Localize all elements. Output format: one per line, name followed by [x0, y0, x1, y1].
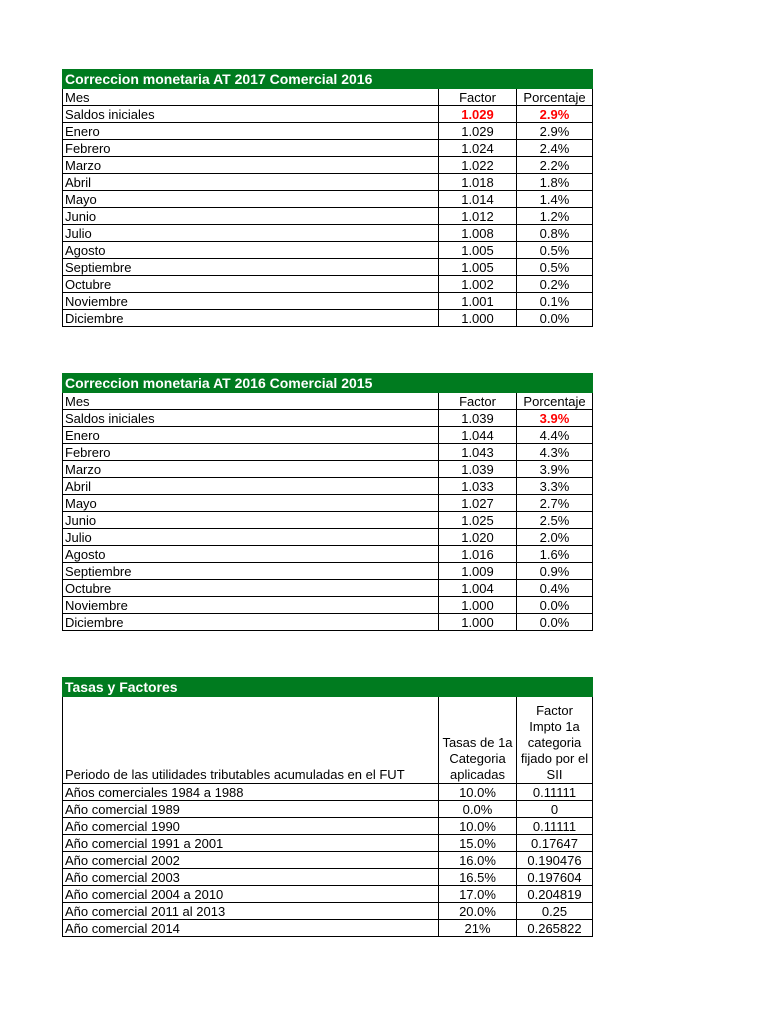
row-label: Abril: [63, 174, 439, 191]
row-factor: 1.018: [439, 174, 517, 191]
row-porcentaje: 0.0%: [517, 310, 593, 327]
table-row: [63, 174, 593, 191]
table-title-row: [63, 678, 593, 697]
row-factor: 1.001: [439, 293, 517, 310]
row-tasa: 0.0%: [439, 801, 517, 818]
row-porcentaje: 0.0%: [517, 597, 593, 614]
table-title-row: [63, 374, 593, 393]
row-porcentaje: 2.5%: [517, 512, 593, 529]
table-row: [63, 920, 593, 937]
row-tasa: 16.5%: [439, 869, 517, 886]
row-label: Año comercial 2014: [63, 920, 439, 937]
table-row: [63, 191, 593, 208]
row-porcentaje: 0.1%: [517, 293, 593, 310]
table-row: [63, 495, 593, 512]
table-row: [63, 563, 593, 580]
row-porcentaje: 0.0%: [517, 614, 593, 631]
row-porcentaje: 0.8%: [517, 225, 593, 242]
row-factor: 1.016: [439, 546, 517, 563]
row-label: Julio: [63, 225, 439, 242]
row-tasa: 10.0%: [439, 784, 517, 801]
row-porcentaje: 2.9%: [517, 123, 593, 140]
row-porcentaje: 0.2%: [517, 276, 593, 293]
table-row: [63, 106, 593, 123]
table-row: [63, 310, 593, 327]
row-label: Saldos iniciales: [63, 410, 439, 427]
row-porcentaje: 0.5%: [517, 242, 593, 259]
row-factor: 1.000: [439, 614, 517, 631]
row-label: Febrero: [63, 444, 439, 461]
header-tasas: Tasas de 1a Categoria aplicadas: [439, 697, 517, 784]
row-label: Octubre: [63, 580, 439, 597]
row-factor: 0.265822: [517, 920, 593, 937]
row-label: Noviembre: [63, 597, 439, 614]
row-porcentaje: 2.2%: [517, 157, 593, 174]
table-row: [63, 597, 593, 614]
row-porcentaje: 4.3%: [517, 444, 593, 461]
header-porcentaje: Porcentaje: [517, 89, 593, 106]
row-factor: 1.043: [439, 444, 517, 461]
row-porcentaje: 1.2%: [517, 208, 593, 225]
row-label: Enero: [63, 427, 439, 444]
row-tasa: 17.0%: [439, 886, 517, 903]
table-row: [63, 293, 593, 310]
row-label: Diciembre: [63, 614, 439, 631]
row-porcentaje: 1.4%: [517, 191, 593, 208]
row-porcentaje: 3.9%: [517, 410, 593, 427]
row-tasa: 16.0%: [439, 852, 517, 869]
header-factor-impto: Factor Impto 1a categoria fijado por el SII: [517, 697, 593, 784]
table-row: [63, 886, 593, 903]
row-tasa: 21%: [439, 920, 517, 937]
header-mes: Mes: [63, 393, 439, 410]
table-row: [63, 529, 593, 546]
row-label: Año comercial 1989: [63, 801, 439, 818]
row-porcentaje: 0.9%: [517, 563, 593, 580]
row-factor: 1.000: [439, 310, 517, 327]
row-porcentaje: 3.3%: [517, 478, 593, 495]
row-porcentaje: 2.7%: [517, 495, 593, 512]
header-mes: Mes: [63, 89, 439, 106]
row-label: Diciembre: [63, 310, 439, 327]
table-tasas-factores: [62, 677, 593, 937]
row-porcentaje: 3.9%: [517, 461, 593, 478]
table-title: Correccion monetaria AT 2016 Comercial 2015: [63, 374, 593, 393]
row-factor: 1.044: [439, 427, 517, 444]
row-tasa: 15.0%: [439, 835, 517, 852]
row-label: Septiembre: [63, 563, 439, 580]
row-label: Saldos iniciales: [63, 106, 439, 123]
table-row: [63, 478, 593, 495]
row-factor: 1.039: [439, 461, 517, 478]
table-row: [63, 546, 593, 563]
row-factor: 0.17647: [517, 835, 593, 852]
table-row: [63, 225, 593, 242]
row-factor: 1.005: [439, 259, 517, 276]
row-factor: 1.008: [439, 225, 517, 242]
table-row: [63, 140, 593, 157]
table-row: [63, 818, 593, 835]
table-row: [63, 512, 593, 529]
table-row: [63, 259, 593, 276]
table-row: [63, 276, 593, 293]
header-porcentaje: Porcentaje: [517, 393, 593, 410]
row-label: Julio: [63, 529, 439, 546]
table-row: [63, 208, 593, 225]
row-factor: 0.11111: [517, 784, 593, 801]
table-row: [63, 242, 593, 259]
table-row: [63, 461, 593, 478]
table-row: [63, 614, 593, 631]
row-factor: 1.029: [439, 123, 517, 140]
row-factor: 1.000: [439, 597, 517, 614]
row-factor: 1.012: [439, 208, 517, 225]
row-tasa: 20.0%: [439, 903, 517, 920]
row-porcentaje: 0.4%: [517, 580, 593, 597]
row-label: Enero: [63, 123, 439, 140]
row-porcentaje: 2.9%: [517, 106, 593, 123]
row-porcentaje: 2.4%: [517, 140, 593, 157]
row-factor: 1.014: [439, 191, 517, 208]
row-factor: 0.11111: [517, 818, 593, 835]
table-row: [63, 580, 593, 597]
row-label: Agosto: [63, 242, 439, 259]
row-factor: 0.190476: [517, 852, 593, 869]
row-factor: 0: [517, 801, 593, 818]
row-factor: 1.029: [439, 106, 517, 123]
row-factor: 1.009: [439, 563, 517, 580]
row-label: Marzo: [63, 157, 439, 174]
row-porcentaje: 4.4%: [517, 427, 593, 444]
table-header-row: [63, 393, 593, 410]
row-factor: 0.204819: [517, 886, 593, 903]
row-label: Octubre: [63, 276, 439, 293]
header-factor: Factor: [439, 393, 517, 410]
table-row: [63, 801, 593, 818]
row-factor: 1.024: [439, 140, 517, 157]
table-title: Correccion monetaria AT 2017 Comercial 2016: [63, 70, 593, 89]
row-factor: 0.197604: [517, 869, 593, 886]
row-label: Junio: [63, 512, 439, 529]
row-label: Años comerciales 1984 a 1988: [63, 784, 439, 801]
table-row: [63, 903, 593, 920]
row-label: Noviembre: [63, 293, 439, 310]
row-label: Abril: [63, 478, 439, 495]
row-label: Año comercial 2002: [63, 852, 439, 869]
row-label: Junio: [63, 208, 439, 225]
row-label: Año comercial 2011 al 2013: [63, 903, 439, 920]
header-factor: Factor: [439, 89, 517, 106]
table-row: [63, 427, 593, 444]
table-row: [63, 123, 593, 140]
row-porcentaje: 1.6%: [517, 546, 593, 563]
row-label: Septiembre: [63, 259, 439, 276]
row-factor: 1.025: [439, 512, 517, 529]
row-label: Febrero: [63, 140, 439, 157]
row-label: Año comercial 1991 a 2001: [63, 835, 439, 852]
table-correccion-2016: [62, 373, 593, 631]
table-row: [63, 852, 593, 869]
row-factor: 0.25: [517, 903, 593, 920]
row-label: Mayo: [63, 495, 439, 512]
row-factor: 1.004: [439, 580, 517, 597]
row-porcentaje: 2.0%: [517, 529, 593, 546]
header-periodo: Periodo de las utilidades tributables acumuladas en el FUT: [63, 697, 439, 784]
table-row: [63, 157, 593, 174]
table-header-row: [63, 89, 593, 106]
table-row: [63, 869, 593, 886]
row-factor: 1.039: [439, 410, 517, 427]
table-title-row: [63, 70, 593, 89]
row-porcentaje: 0.5%: [517, 259, 593, 276]
row-factor: 1.020: [439, 529, 517, 546]
table-row: [63, 835, 593, 852]
row-factor: 1.033: [439, 478, 517, 495]
row-label: Año comercial 2003: [63, 869, 439, 886]
table-header-row: [63, 697, 593, 784]
table-row: [63, 444, 593, 461]
row-tasa: 10.0%: [439, 818, 517, 835]
row-label: Año comercial 1990: [63, 818, 439, 835]
row-factor: 1.022: [439, 157, 517, 174]
row-label: Mayo: [63, 191, 439, 208]
row-porcentaje: 1.8%: [517, 174, 593, 191]
table-title: Tasas y Factores: [63, 678, 593, 697]
row-factor: 1.027: [439, 495, 517, 512]
row-label: Marzo: [63, 461, 439, 478]
row-factor: 1.005: [439, 242, 517, 259]
row-factor: 1.002: [439, 276, 517, 293]
row-label: Agosto: [63, 546, 439, 563]
table-row: [63, 410, 593, 427]
table-correccion-2017: [62, 69, 593, 327]
row-label: Año comercial 2004 a 2010: [63, 886, 439, 903]
table-row: [63, 784, 593, 801]
